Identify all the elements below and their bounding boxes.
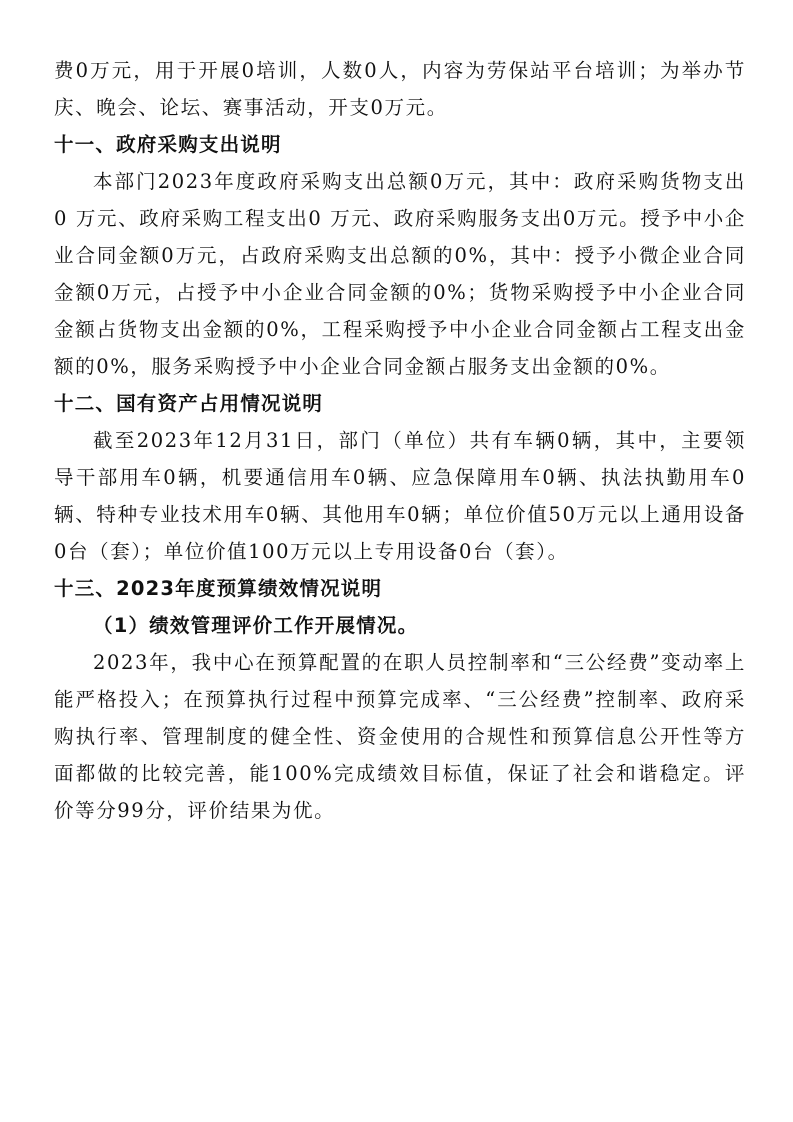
section-heading-performance: 十三、2023年度预算绩效情况说明 — [54, 577, 383, 600]
assets-paragraph: 截至2023年12月31日，部门（单位）共有车辆0辆，其中，主要领导干部用车0辆，机要通信用车0辆、应急保障用车0辆、执法执勤用车0辆、特种专业技术用车0辆、其他用车0辆；单位价值50万元以上通用设备0台（套）；单位价值100万元以上专用设备0台（套）。 — [54, 429, 746, 563]
performance-paragraph: 2023年，我中心在预算配置的在职人员控制率和“三公经费”变动率上能严格投入；在预算执行过程中预算完成率、“三公经费”控制率、政府采购执行率、管理制度的健全性、资金使用的合规性和预算信息公开性等方面都做的比较完善，能100%完成绩效目标值，保证了社会和谐稳定。评价等分99分，评价结果为优。 — [54, 651, 746, 822]
section-heading-procurement: 十一、政府采购支出说明 — [54, 133, 282, 156]
section-heading-assets: 十二、国有资产占用情况说明 — [54, 392, 324, 415]
continuation-paragraph: 费0万元，用于开展0培训，人数0人，内容为劳保站平台培训；为举办节庆、晚会、论坛、赛事活动，开支0万元。 — [54, 59, 746, 119]
document-body — [54, 52, 746, 829]
procurement-paragraph: 本部门2023年度政府采购支出总额0万元，其中：政府采购货物支出0 万元、政府采购工程支出0 万元、政府采购服务支出0万元。授予中小企业合同金额0万元，占政府采购支出总额的0%，其中：授予小微企业合同金额0万元，占授予中小企业合同金额的0%；货物采购授予中小企业合同金额占货物支出金额的0%，工程采购授予中小企业合同金额占工程支出金额的0%，服务采购授予中小企业合同金额占服务支出金额的0%。 — [54, 170, 746, 378]
performance-subheading: （1）绩效管理评价工作开展情况。 — [93, 614, 419, 637]
